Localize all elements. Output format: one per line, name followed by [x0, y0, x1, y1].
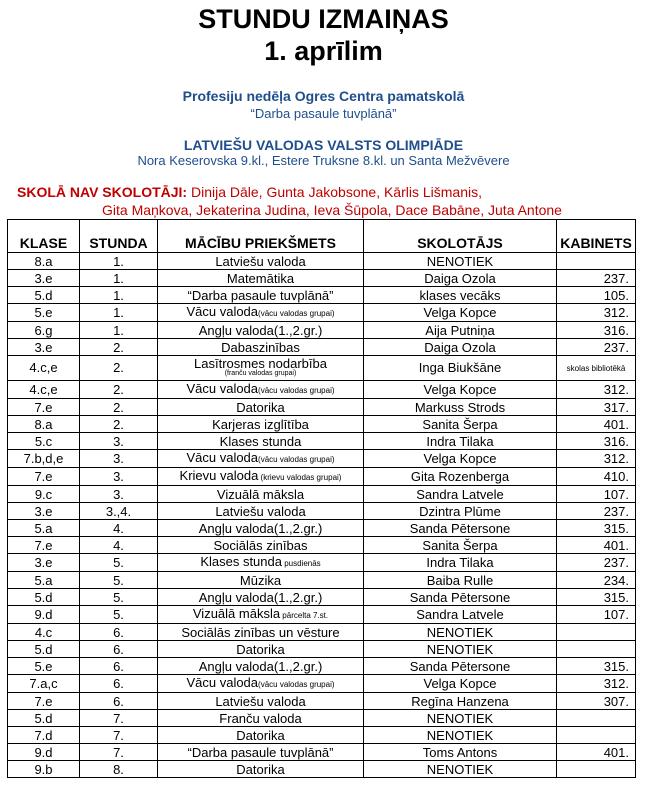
cell-stunda: 4. [80, 537, 158, 554]
room-text: 312. [603, 676, 629, 691]
cell-room [557, 537, 636, 554]
cell-teacher: NENOTIEK [364, 761, 557, 778]
header-room: KABINETS [557, 220, 636, 253]
subject-note: (vācu valodas grupai) [258, 680, 335, 689]
cell-subject [158, 658, 364, 675]
cell-room [557, 450, 636, 468]
table-row [8, 710, 636, 727]
cell-subject [158, 606, 364, 624]
room-text: 237. [603, 503, 629, 519]
room-text: 312. [603, 451, 629, 466]
cell-stunda: 3. [80, 468, 158, 486]
cell-stunda: 1. [80, 287, 158, 304]
subject-note: (franču valodas grupai) [224, 370, 297, 377]
cell-teacher: Markuss Strods [364, 399, 557, 416]
cell-room [557, 744, 636, 761]
room-text: 237. [603, 555, 629, 570]
cell-subject [158, 381, 364, 399]
subject-text: “Darba pasaule tuvplānā” [187, 744, 334, 760]
event2-subtitle: Nora Keserovska 9.kl., Estere Truksne 8.kl. un Santa Mežvēvere [137, 153, 510, 168]
cell-room [557, 433, 636, 450]
table-row [8, 253, 636, 270]
cell-stunda: 1. [80, 253, 158, 270]
room-text: 317. [603, 399, 629, 415]
cell-klase: 3.e [8, 554, 80, 572]
cell-teacher: Sanda Pētersone [364, 520, 557, 537]
table-row [8, 399, 636, 416]
room-text: 316. [603, 433, 629, 449]
cell-room [557, 322, 636, 339]
schedule-body [8, 253, 636, 778]
subject-text: Krievu valoda [179, 468, 259, 483]
cell-room [557, 253, 636, 270]
cell-room [557, 356, 636, 381]
subject-text: Datorika [236, 761, 285, 777]
room-text: skolas bibliotēkā [566, 363, 626, 373]
table-row [8, 675, 636, 693]
cell-subject [158, 468, 364, 486]
cell-klase: 8.a [8, 416, 80, 433]
room-text: 401. [603, 744, 629, 760]
cell-subject [158, 710, 364, 727]
page-date: 1. aprīlim [264, 36, 383, 66]
cell-stunda: 2. [80, 381, 158, 399]
cell-subject [158, 356, 364, 381]
cell-room [557, 641, 636, 658]
cell-teacher: Inga Biukšāne [364, 356, 557, 381]
cell-stunda: 4. [80, 520, 158, 537]
subject-text: Angļu valoda(1.,2.gr.) [198, 589, 323, 605]
subject-note: pusdienās [281, 559, 321, 568]
cell-stunda: 3. [80, 450, 158, 468]
cell-room [557, 554, 636, 572]
cell-klase: 7.e [8, 399, 80, 416]
subject-note: pārcelta 7.st. [280, 611, 329, 620]
cell-klase: 3.e [8, 503, 80, 520]
subject-note: (krievu valodas grupai) [258, 473, 342, 482]
cell-teacher: NENOTIEK [364, 253, 557, 270]
cell-subject [158, 554, 364, 572]
table-row [8, 761, 636, 778]
room-text: 307. [603, 693, 629, 709]
cell-stunda: 1. [80, 270, 158, 287]
table-header-row [8, 220, 636, 253]
cell-klase: 9.d [8, 606, 80, 624]
subject-text: Dabaszinības [221, 339, 300, 355]
page-title: STUNDU IZMAIŅAS [198, 4, 449, 34]
table-row [8, 322, 636, 339]
subject-text: Datorika [236, 399, 285, 415]
table-row [8, 572, 636, 589]
cell-room [557, 304, 636, 322]
cell-room [557, 675, 636, 693]
cell-subject [158, 537, 364, 554]
table-row [8, 624, 636, 641]
cell-stunda: 2. [80, 339, 158, 356]
cell-subject [158, 572, 364, 589]
table-row [8, 537, 636, 554]
table-row [8, 727, 636, 744]
cell-teacher: NENOTIEK [364, 641, 557, 658]
subject-text: Karjeras izglītība [212, 416, 309, 432]
room-text: 315. [603, 658, 629, 674]
cell-stunda: 1. [80, 322, 158, 339]
cell-klase: 3.e [8, 270, 80, 287]
table-row [8, 468, 636, 486]
cell-subject [158, 693, 364, 710]
subject-note: (vācu valodas grupai) [258, 386, 335, 395]
cell-teacher: Aija Putniņa [364, 322, 557, 339]
subject-text: Angļu valoda(1.,2.gr.) [198, 658, 323, 674]
cell-klase: 5.e [8, 304, 80, 322]
cell-room [557, 589, 636, 606]
cell-teacher: Velga Kopce [364, 381, 557, 399]
cell-teacher: Sanita Šerpa [364, 416, 557, 433]
cell-stunda: 3.,4. [80, 503, 158, 520]
room-text: 237. [603, 339, 629, 355]
cell-klase: 6.g [8, 322, 80, 339]
cell-room [557, 399, 636, 416]
cell-stunda: 5. [80, 572, 158, 589]
cell-subject [158, 416, 364, 433]
cell-subject [158, 433, 364, 450]
cell-stunda: 6. [80, 624, 158, 641]
cell-stunda: 5. [80, 554, 158, 572]
subject-text: Matemātika [226, 270, 295, 286]
subject-note: (vācu valodas grupai) [258, 309, 335, 318]
subject-text: Datorika [236, 641, 285, 657]
cell-teacher: Velga Kopce [364, 304, 557, 322]
cell-teacher: Toms Antons [364, 744, 557, 761]
cell-subject [158, 641, 364, 658]
subject-text: Vācu valoda [186, 381, 259, 396]
room-text: 312. [603, 305, 629, 320]
cell-subject [158, 520, 364, 537]
cell-room [557, 606, 636, 624]
cell-stunda: 7. [80, 727, 158, 744]
room-text: 312. [603, 382, 629, 397]
subject-note: (vācu valodas grupai) [258, 455, 335, 464]
cell-klase: 7.e [8, 537, 80, 554]
cell-teacher: NENOTIEK [364, 624, 557, 641]
subject-text: Klases stunda [219, 433, 302, 449]
cell-room [557, 710, 636, 727]
cell-klase: 4.c [8, 624, 80, 641]
cell-teacher: NENOTIEK [364, 727, 557, 744]
cell-subject [158, 486, 364, 503]
cell-room [557, 416, 636, 433]
cell-teacher: Indra Tilaka [364, 433, 557, 450]
event1-title: Profesiju nedēļa Ogres Centra pamatskolā [182, 88, 465, 104]
subject-text: Klases stunda [200, 554, 282, 569]
cell-klase: 9.d [8, 744, 80, 761]
table-row [8, 554, 636, 572]
cell-klase: 7.e [8, 468, 80, 486]
cell-teacher: Daiga Ozola [364, 339, 557, 356]
cell-room [557, 658, 636, 675]
subject-text: Vācu valoda [186, 450, 259, 465]
cell-room [557, 520, 636, 537]
cell-teacher: Velga Kopce [364, 450, 557, 468]
cell-klase: 7.d [8, 727, 80, 744]
cell-room [557, 727, 636, 744]
room-text: 105. [603, 287, 629, 303]
cell-stunda: 7. [80, 744, 158, 761]
cell-teacher: Baiba Rulle [364, 572, 557, 589]
table-row [8, 381, 636, 399]
cell-klase: 9.c [8, 486, 80, 503]
room-text: 316. [603, 322, 629, 338]
cell-subject [158, 450, 364, 468]
subject-text: Sociālās zinības [213, 537, 308, 553]
cell-klase: 5.d [8, 710, 80, 727]
cell-teacher: Indra Tilaka [364, 554, 557, 572]
cell-teacher: klases vecāks [364, 287, 557, 304]
cell-teacher: Gita Rozenberga [364, 468, 557, 486]
table-row [8, 339, 636, 356]
cell-subject [158, 339, 364, 356]
cell-teacher: Sanda Pētersone [364, 658, 557, 675]
header-klase: KLASE [8, 220, 80, 253]
cell-subject [158, 253, 364, 270]
table-row [8, 304, 636, 322]
cell-klase: 8.a [8, 253, 80, 270]
cell-subject [158, 270, 364, 287]
subject-text: Mūzika [239, 572, 282, 588]
subject-text: Vācu valoda [186, 304, 259, 319]
cell-stunda: 5. [80, 589, 158, 606]
absent-line1 [17, 184, 482, 200]
cell-klase: 5.a [8, 520, 80, 537]
table-row [8, 287, 636, 304]
cell-stunda: 6. [80, 658, 158, 675]
table-row [8, 658, 636, 675]
cell-teacher: Sandra Latvele [364, 486, 557, 503]
cell-teacher: Regīna Hanzena [364, 693, 557, 710]
table-row [8, 486, 636, 503]
cell-klase: 4.c,e [8, 381, 80, 399]
table-row [8, 450, 636, 468]
cell-room [557, 624, 636, 641]
subject-text: Franču valoda [219, 710, 302, 726]
cell-teacher: Sanda Pētersone [364, 589, 557, 606]
cell-klase: 5.d [8, 287, 80, 304]
schedule-table [7, 219, 636, 778]
cell-stunda: 8. [80, 761, 158, 778]
subject-text: Latviešu valoda [215, 503, 306, 519]
table-row [8, 433, 636, 450]
table-row [8, 641, 636, 658]
cell-stunda: 6. [80, 675, 158, 693]
cell-stunda: 3. [80, 486, 158, 503]
cell-room [557, 503, 636, 520]
event1-subtitle: “Darba pasaule tuvplānā” [250, 106, 397, 121]
cell-stunda: 6. [80, 693, 158, 710]
subject-text: Angļu valoda(1.,2.gr.) [198, 322, 323, 338]
cell-teacher: Daiga Ozola [364, 270, 557, 287]
room-text: 107. [603, 486, 629, 502]
cell-teacher: Velga Kopce [364, 675, 557, 693]
subject-text: Lasītrosmes nodarbība [194, 356, 327, 371]
cell-subject [158, 503, 364, 520]
cell-subject [158, 304, 364, 322]
subject-text: Latviešu valoda [215, 693, 306, 709]
table-row [8, 356, 636, 381]
header-subject: MĀCĪBU PRIEKŠMETS [158, 220, 364, 253]
cell-room [557, 693, 636, 710]
cell-stunda: 6. [80, 641, 158, 658]
table-row [8, 744, 636, 761]
cell-room [557, 270, 636, 287]
room-text: 315. [603, 589, 629, 605]
room-text: 401. [603, 416, 629, 432]
cell-subject [158, 744, 364, 761]
cell-klase: 5.a [8, 572, 80, 589]
cell-subject [158, 589, 364, 606]
room-text: 234. [603, 572, 629, 588]
cell-teacher: Dzintra Plūme [364, 503, 557, 520]
cell-subject [158, 675, 364, 693]
absent-label: SKOLĀ NAV SKOLOTĀJI: [17, 184, 188, 200]
cell-subject [158, 399, 364, 416]
table-row [8, 520, 636, 537]
room-text: 315. [603, 520, 629, 536]
cell-room [557, 381, 636, 399]
cell-klase: 5.d [8, 589, 80, 606]
cell-room [557, 339, 636, 356]
cell-teacher: Sandra Latvele [364, 606, 557, 624]
room-text: 107. [603, 607, 629, 622]
absent-names-2: Gita Maņkova, Jekaterina Judina, Ieva Šūpola, Dace Babāne, Juta Antone [102, 202, 562, 218]
cell-klase: 4.c,e [8, 356, 80, 381]
cell-room [557, 572, 636, 589]
cell-klase: 7.b,d,e [8, 450, 80, 468]
table-row [8, 589, 636, 606]
subject-text: Vizuālā māksla [192, 606, 281, 621]
cell-klase: 7.e [8, 693, 80, 710]
cell-stunda: 1. [80, 304, 158, 322]
cell-stunda: 7. [80, 710, 158, 727]
cell-subject [158, 761, 364, 778]
table-row [8, 416, 636, 433]
subject-text: Vizuālā māksla [216, 486, 305, 502]
header-stunda: STUNDA [80, 220, 158, 253]
subject-text: Sociālās zinības un vēsture [181, 624, 340, 640]
cell-room [557, 761, 636, 778]
cell-stunda: 2. [80, 356, 158, 381]
cell-subject [158, 727, 364, 744]
cell-subject [158, 624, 364, 641]
subject-text: Latviešu valoda [215, 253, 306, 269]
cell-stunda: 5. [80, 606, 158, 624]
cell-klase: 9.b [8, 761, 80, 778]
cell-klase: 7.a,c [8, 675, 80, 693]
cell-klase: 3.e [8, 339, 80, 356]
cell-subject [158, 322, 364, 339]
cell-room [557, 287, 636, 304]
cell-stunda: 3. [80, 433, 158, 450]
room-text: 401. [603, 537, 629, 553]
table-row [8, 606, 636, 624]
subject-text: Vācu valoda [186, 675, 259, 690]
cell-stunda: 2. [80, 399, 158, 416]
cell-klase: 5.d [8, 641, 80, 658]
cell-teacher: Sanita Šerpa [364, 537, 557, 554]
event2-title: LATVIEŠU VALODAS VALSTS OLIMPIĀDE [183, 137, 464, 153]
cell-room [557, 468, 636, 486]
cell-subject [158, 287, 364, 304]
table-row [8, 693, 636, 710]
header-teacher: SKOLOTĀJS [364, 220, 557, 253]
subject-text: Datorika [236, 727, 285, 743]
room-text: 410. [603, 469, 629, 484]
subject-text: Angļu valoda(1.,2.gr.) [198, 520, 323, 536]
subject-text: “Darba pasaule tuvplānā” [187, 287, 334, 303]
cell-stunda: 2. [80, 416, 158, 433]
cell-teacher: NENOTIEK [364, 710, 557, 727]
cell-room [557, 486, 636, 503]
cell-klase: 5.c [8, 433, 80, 450]
table-row [8, 270, 636, 287]
table-row [8, 503, 636, 520]
cell-klase: 5.e [8, 658, 80, 675]
absent-names-1: Dinija Dāle, Gunta Jakobsone, Kārlis Lišmanis, [187, 184, 482, 200]
room-text: 237. [603, 270, 629, 286]
